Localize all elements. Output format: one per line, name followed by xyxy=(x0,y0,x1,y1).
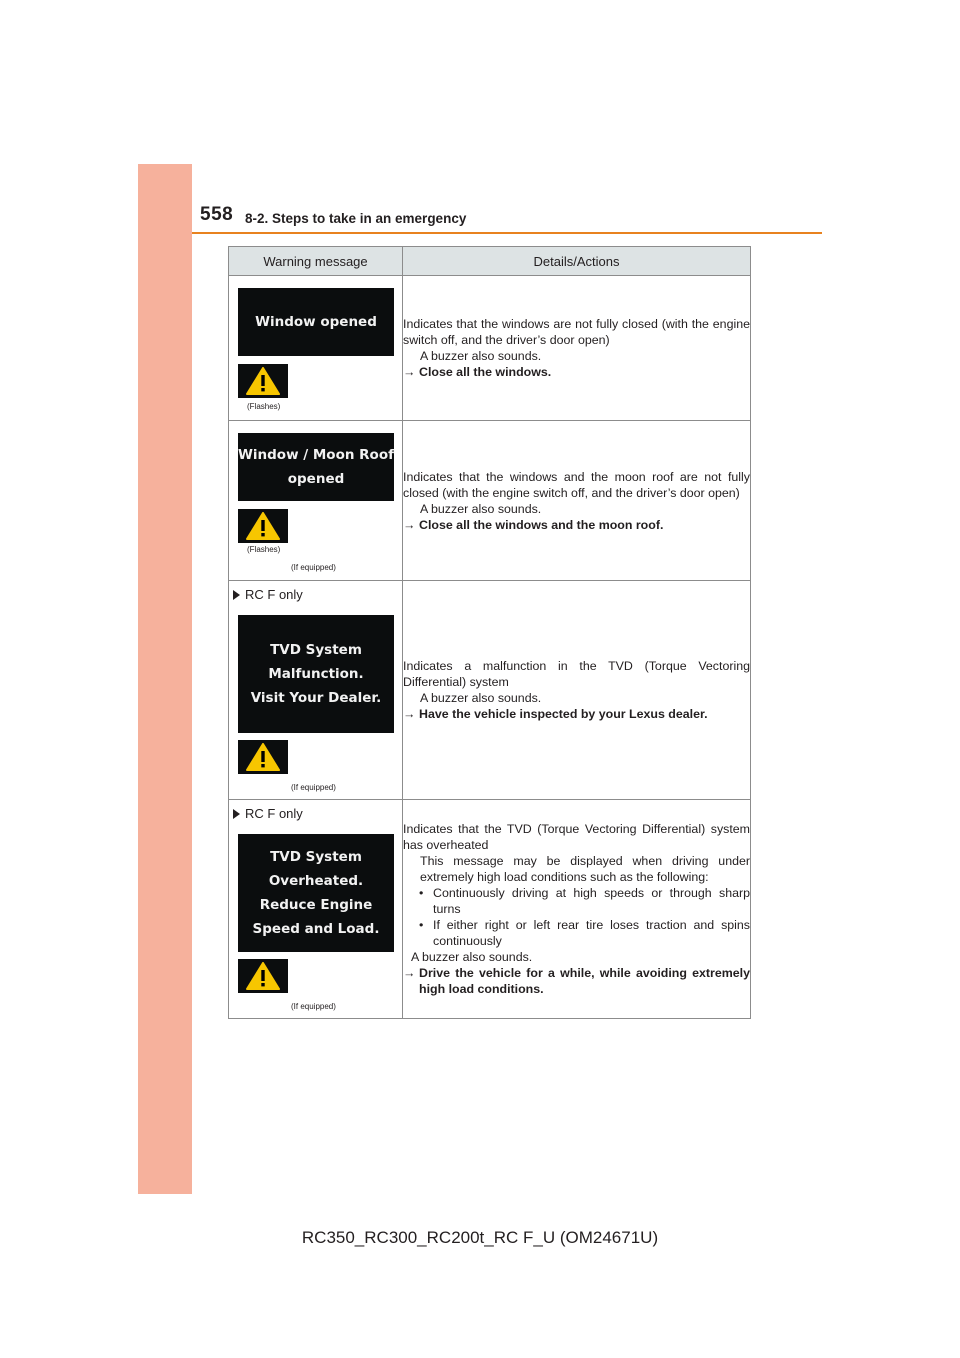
buzzer-note: A buzzer also sounds. xyxy=(420,349,542,363)
buzzer-note: A buzzer also sounds. xyxy=(420,691,542,705)
arrow-icon: → xyxy=(403,707,416,721)
action xyxy=(403,517,750,533)
display-line: Window opened xyxy=(255,314,377,330)
action xyxy=(403,965,750,997)
display-line: Visit Your Dealer. xyxy=(250,690,382,706)
warning-triangle-icon xyxy=(238,740,288,774)
display-tvd-malfunction xyxy=(238,615,394,733)
warning-message-table xyxy=(228,246,751,1019)
triangle-bullet-icon xyxy=(233,809,240,819)
table-row xyxy=(229,421,751,581)
display-line: Window / Moon Roof xyxy=(238,447,394,463)
display-tvd-overheated xyxy=(238,834,394,952)
list-item-text: Continuously driving at high speeds or through sharp turns xyxy=(433,886,750,916)
column-header-warning-message: Warning message xyxy=(229,247,403,276)
display-line: Reduce Engine xyxy=(259,897,373,913)
header-rule xyxy=(192,232,822,234)
action-text: Close all the windows. xyxy=(419,365,552,379)
warning-triangle-icon xyxy=(238,364,288,398)
list-item-text: If either right or left rear tire loses traction and spins continuously xyxy=(433,918,750,948)
display-line: Speed and Load. xyxy=(252,921,380,937)
flashes-note: (Flashes) xyxy=(247,545,281,554)
action-text: Have the vehicle inspected by your Lexus dealer. xyxy=(419,707,708,721)
warning-image-cell xyxy=(229,800,403,1019)
buzzer-note: A buzzer also sounds. xyxy=(411,950,533,964)
warning-image-cell xyxy=(229,421,403,581)
display-line: Overheated. xyxy=(268,873,364,889)
column-header-details-actions: Details/Actions xyxy=(403,247,751,276)
display-window-opened xyxy=(238,288,394,356)
if-equipped-note: (If equipped) xyxy=(291,783,336,792)
display-line: opened xyxy=(287,471,345,487)
description: Indicates that the windows and the moon roof are not fully closed (with the engine switch off, and the driver’s door open) xyxy=(403,469,750,500)
model-note-text: RC F only xyxy=(245,587,303,602)
model-note xyxy=(233,587,303,602)
warning-image-cell xyxy=(229,581,403,800)
action-text: Close all the windows and the moon roof. xyxy=(419,517,664,532)
table-row xyxy=(229,276,751,421)
list-item xyxy=(403,917,750,949)
table-row xyxy=(229,800,751,1019)
if-equipped-note: (If equipped) xyxy=(291,1002,336,1011)
warning-triangle-icon xyxy=(238,959,288,993)
action xyxy=(403,706,750,722)
if-equipped-note: (If equipped) xyxy=(291,563,336,572)
description: Indicates that the windows are not fully closed (with the engine switch off, and the driver’s door open) xyxy=(403,317,750,347)
display-window-moon-roof-opened xyxy=(238,433,394,501)
display-line: Malfunction. xyxy=(268,666,364,682)
footer-model-code: RC350_RC300_RC200t_RC F_U (OM24671U) xyxy=(301,1228,659,1247)
bullet-icon: • xyxy=(419,918,424,932)
arrow-icon: → xyxy=(403,365,416,379)
action-text: Drive the vehicle for a while, while avoiding extremely high load conditions. xyxy=(419,966,750,996)
table-header-row xyxy=(229,247,751,276)
display-line: TVD System xyxy=(270,849,362,865)
bullet-icon: • xyxy=(419,886,424,900)
details-cell xyxy=(403,276,751,421)
action xyxy=(403,364,750,380)
buzzer-note: A buzzer also sounds. xyxy=(420,501,542,516)
flashes-note: (Flashes) xyxy=(247,402,281,411)
model-note-text: RC F only xyxy=(245,806,303,821)
arrow-icon: → xyxy=(403,517,416,532)
model-note xyxy=(233,806,303,821)
warning-triangle-icon xyxy=(238,509,288,543)
page-number: 558 xyxy=(200,204,234,225)
details-cell xyxy=(403,581,751,800)
details-cell xyxy=(403,421,751,581)
list-item xyxy=(403,885,750,917)
description: Indicates a malfunction in the TVD (Torque Vectoring Differential) system xyxy=(403,659,750,689)
details-cell xyxy=(403,800,751,1019)
description: Indicates that the TVD (Torque Vectoring Differential) system has overheated xyxy=(403,822,750,852)
section-title: 8-2. Steps to take in an emergency xyxy=(245,211,467,226)
arrow-icon: → xyxy=(403,966,416,980)
side-tab xyxy=(138,164,192,1194)
detail-text: This message may be displayed when driving under extremely high load conditions such as the following: xyxy=(420,854,750,884)
table-row xyxy=(229,581,751,800)
display-line: TVD System xyxy=(270,642,362,658)
triangle-bullet-icon xyxy=(233,590,240,600)
warning-image-cell xyxy=(229,276,403,421)
